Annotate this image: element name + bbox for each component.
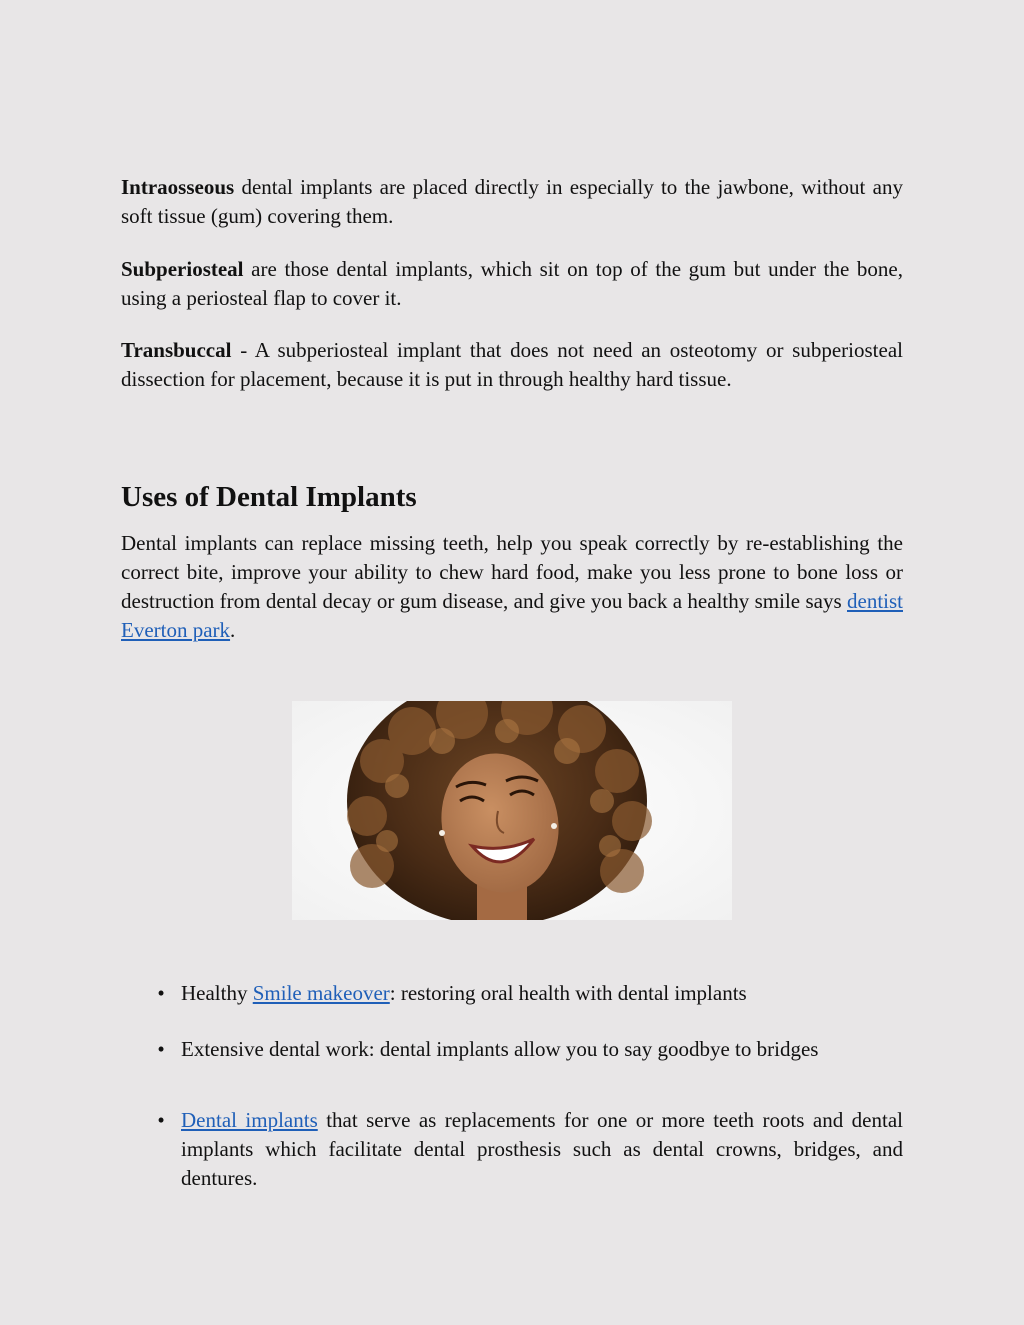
- paragraph-subperiosteal: [121, 255, 903, 313]
- list-item-text: Healthy: [181, 981, 253, 1005]
- bullet-icon: •: [157, 981, 165, 1005]
- paragraph-transbuccal: [121, 336, 903, 394]
- term-transbuccal: Transbuccal: [121, 338, 232, 362]
- paragraph-intraosseous: [121, 173, 903, 231]
- list-item-text: : restoring oral health with dental implants: [389, 981, 747, 1005]
- paragraph-subperiosteal-text: are those dental implants, which sit on top of the gum but under the bone, using a periosteal flap to cover it.: [121, 257, 903, 310]
- paragraph-uses-text: Dental implants can replace missing teeth, help you speak correctly by re-establishing the correct bite, improve your ability to chew hard food, make you less prone to bone loss or destruction from dental decay or gum disease, and give you back a healthy smile says: [121, 531, 903, 613]
- smiling-woman-illustration: [292, 701, 732, 920]
- bullet-icon: •: [157, 1037, 165, 1061]
- list-item-text: that serve as replacements for one or more teeth roots and dental implants which facilitate dental prosthesis such as dental crowns, bridges, and dentures.: [181, 1108, 903, 1190]
- smile-makeover-link[interactable]: Smile makeover: [252, 981, 390, 1005]
- paragraph-uses: [121, 529, 903, 645]
- bullet-icon: •: [157, 1108, 165, 1132]
- smiling-woman-photo: [292, 701, 732, 920]
- term-subperiosteal: Subperiosteal: [121, 257, 244, 281]
- paragraph-intraosseous-text: dental implants are placed directly in especially to the jawbone, without any soft tissue (gum) covering them.: [121, 175, 903, 228]
- dental-implants-link[interactable]: Dental implants: [181, 1108, 318, 1132]
- paragraph-transbuccal-text: - A subperiosteal implant that does not need an osteotomy or subperiosteal dissection for placement, because it is put in through healthy hard tissue.: [121, 338, 903, 391]
- list-item: [157, 1035, 903, 1064]
- section-heading: Uses of Dental Implants: [121, 481, 417, 513]
- term-intraosseous: Intraosseous: [121, 175, 235, 199]
- paragraph-uses-end: .: [230, 618, 236, 642]
- list-item: [157, 1106, 903, 1193]
- list-item: [157, 979, 903, 1008]
- list-item-text: Extensive dental work: dental implants allow you to say goodbye to bridges: [181, 1037, 819, 1061]
- dentist-everton-park-link[interactable]: dentist Everton park: [121, 589, 903, 642]
